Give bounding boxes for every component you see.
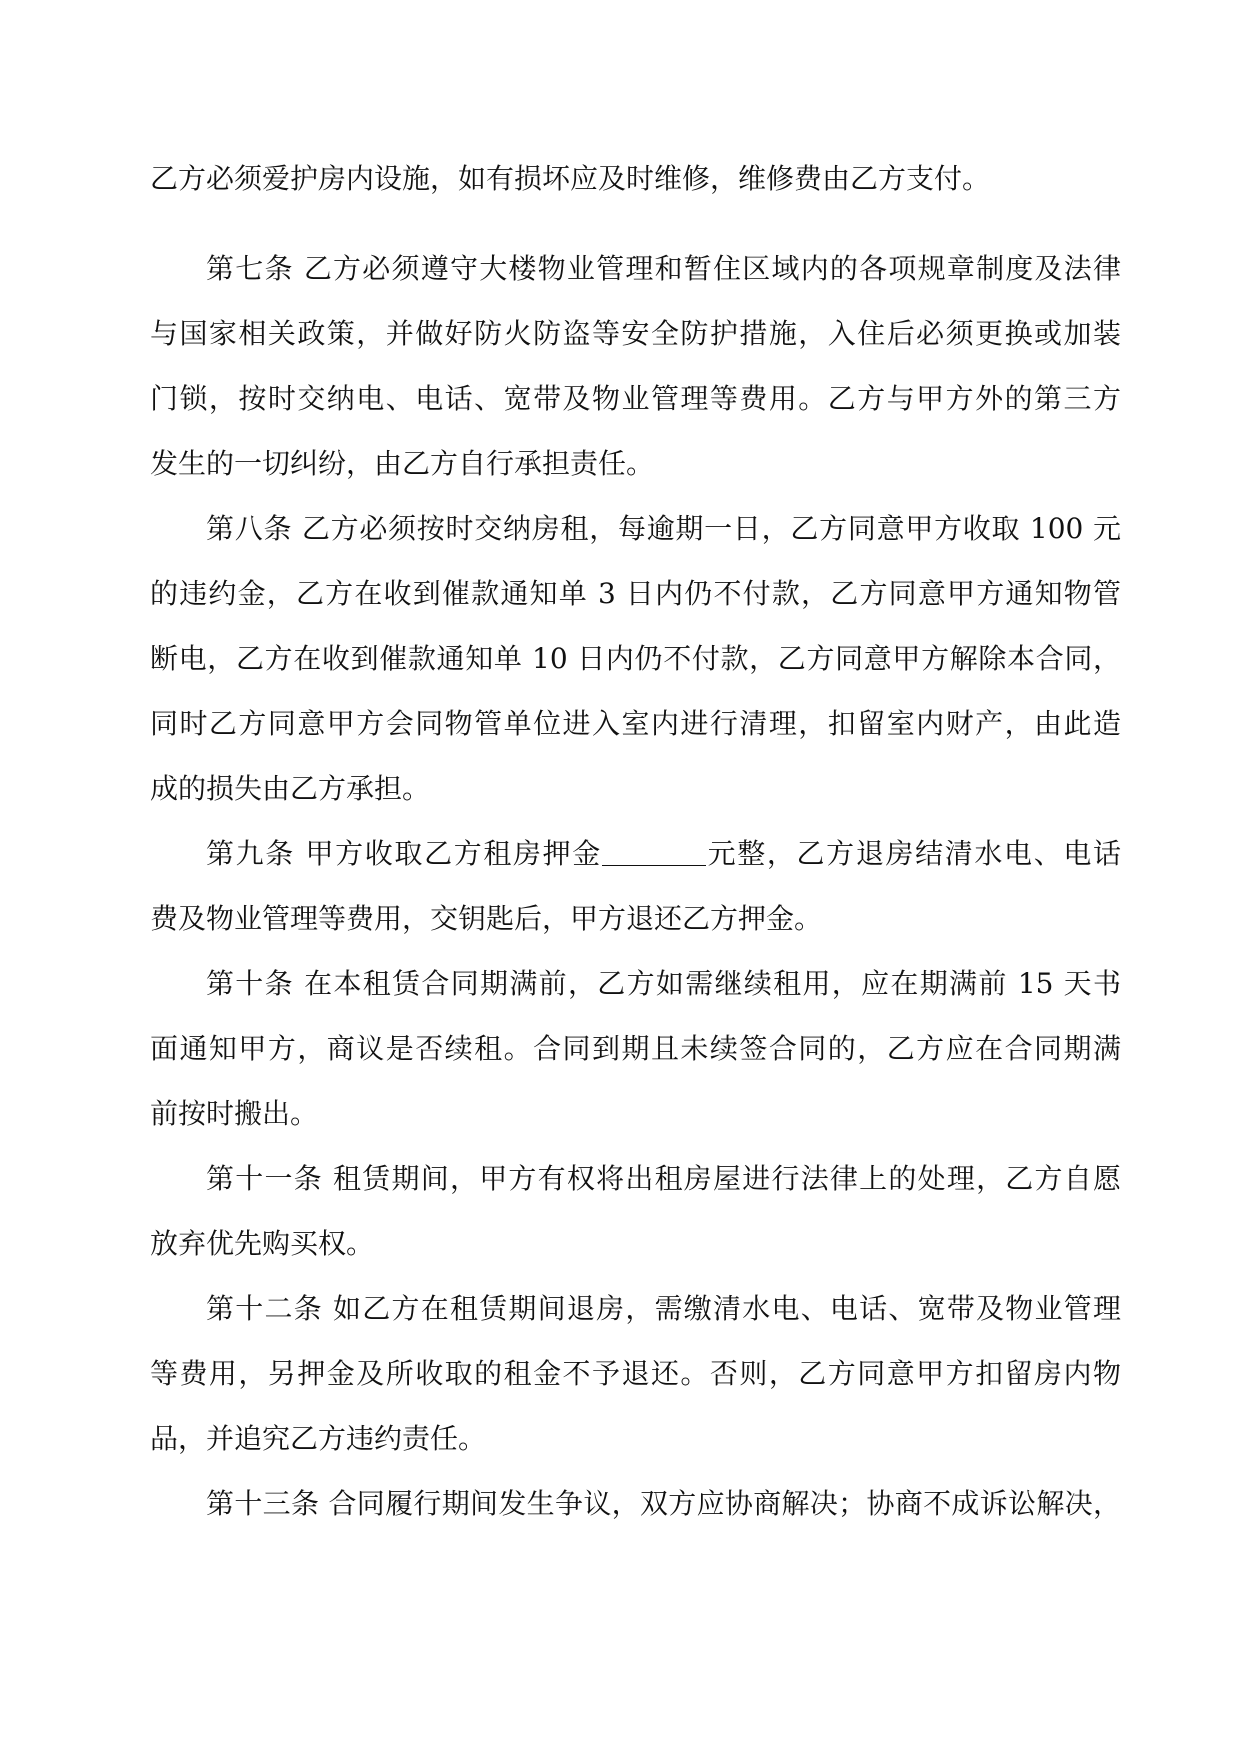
text-line: 门锁，按时交纳电、电话、宽带及物业管理等费用。乙方与甲方外的第三方	[150, 382, 1121, 415]
paragraph-article-10	[150, 951, 1121, 1146]
paragraph-article-9	[150, 821, 1121, 951]
paragraph-article-11	[150, 1146, 1121, 1276]
text-line: 第十条 在本租赁合同期满前，乙方如需继续租用，应在期满前 15 天书	[206, 967, 1121, 1000]
text-line: 第十二条 如乙方在租赁期间退房，需缴清水电、电话、宽带及物业管理	[206, 1292, 1121, 1325]
text-fragment: 元整，乙方退房结清水电、电话	[705, 837, 1121, 870]
paragraph-article-7	[150, 236, 1121, 496]
deposit-amount-blank	[602, 837, 706, 866]
text-line	[150, 821, 1121, 886]
text-line: 第十三条 合同履行期间发生争议，双方应协商解决；协商不成诉讼解决，	[206, 1487, 1121, 1520]
text-line: 断电，乙方在收到催款通知单 10 日内仍不付款，乙方同意甲方解除本合同，	[150, 642, 1121, 675]
text-line: 成的损失由乙方承担。	[150, 772, 431, 805]
text-line: 放弃优先购买权。	[150, 1227, 375, 1260]
paragraph-article-13	[150, 1471, 1121, 1536]
text-line: 等费用，另押金及所收取的租金不予退还。否则，乙方同意甲方扣留房内物	[150, 1357, 1121, 1390]
text-line: 品，并追究乙方违约责任。	[150, 1422, 487, 1455]
text-line: 发生的一切纠纷，由乙方自行承担责任。	[150, 447, 655, 480]
paragraph-article-8	[150, 496, 1121, 821]
text-fragment: 第九条 甲方收取乙方租房押金	[206, 837, 602, 870]
text-line: 费及物业管理等费用，交钥匙后，甲方退还乙方押金。	[150, 902, 823, 935]
text-line: 前按时搬出。	[150, 1097, 319, 1130]
text-line: 乙方必须爱护房内设施，如有损坏应及时维修，维修费由乙方支付。	[150, 162, 991, 195]
text-line: 第十一条 租赁期间，甲方有权将出租房屋进行法律上的处理，乙方自愿	[206, 1162, 1121, 1195]
text-line: 第七条 乙方必须遵守大楼物业管理和暂住区域内的各项规章制度及法律	[206, 252, 1121, 285]
text-line: 第八条 乙方必须按时交纳房租，每逾期一日，乙方同意甲方收取 100 元	[206, 512, 1121, 545]
text-line: 的违约金，乙方在收到催款通知单 3 日内仍不付款，乙方同意甲方通知物管	[150, 577, 1121, 610]
paragraph-article-12	[150, 1276, 1121, 1471]
text-line: 与国家相关政策，并做好防火防盗等安全防护措施，入住后必须更换或加装	[150, 317, 1121, 350]
paragraph-article-6-tail	[150, 146, 1121, 211]
text-line: 同时乙方同意甲方会同物管单位进入室内进行清理，扣留室内财产，由此造	[150, 707, 1121, 740]
text-line: 面通知甲方，商议是否续租。合同到期且未续签合同的，乙方应在合同期满	[150, 1032, 1121, 1065]
